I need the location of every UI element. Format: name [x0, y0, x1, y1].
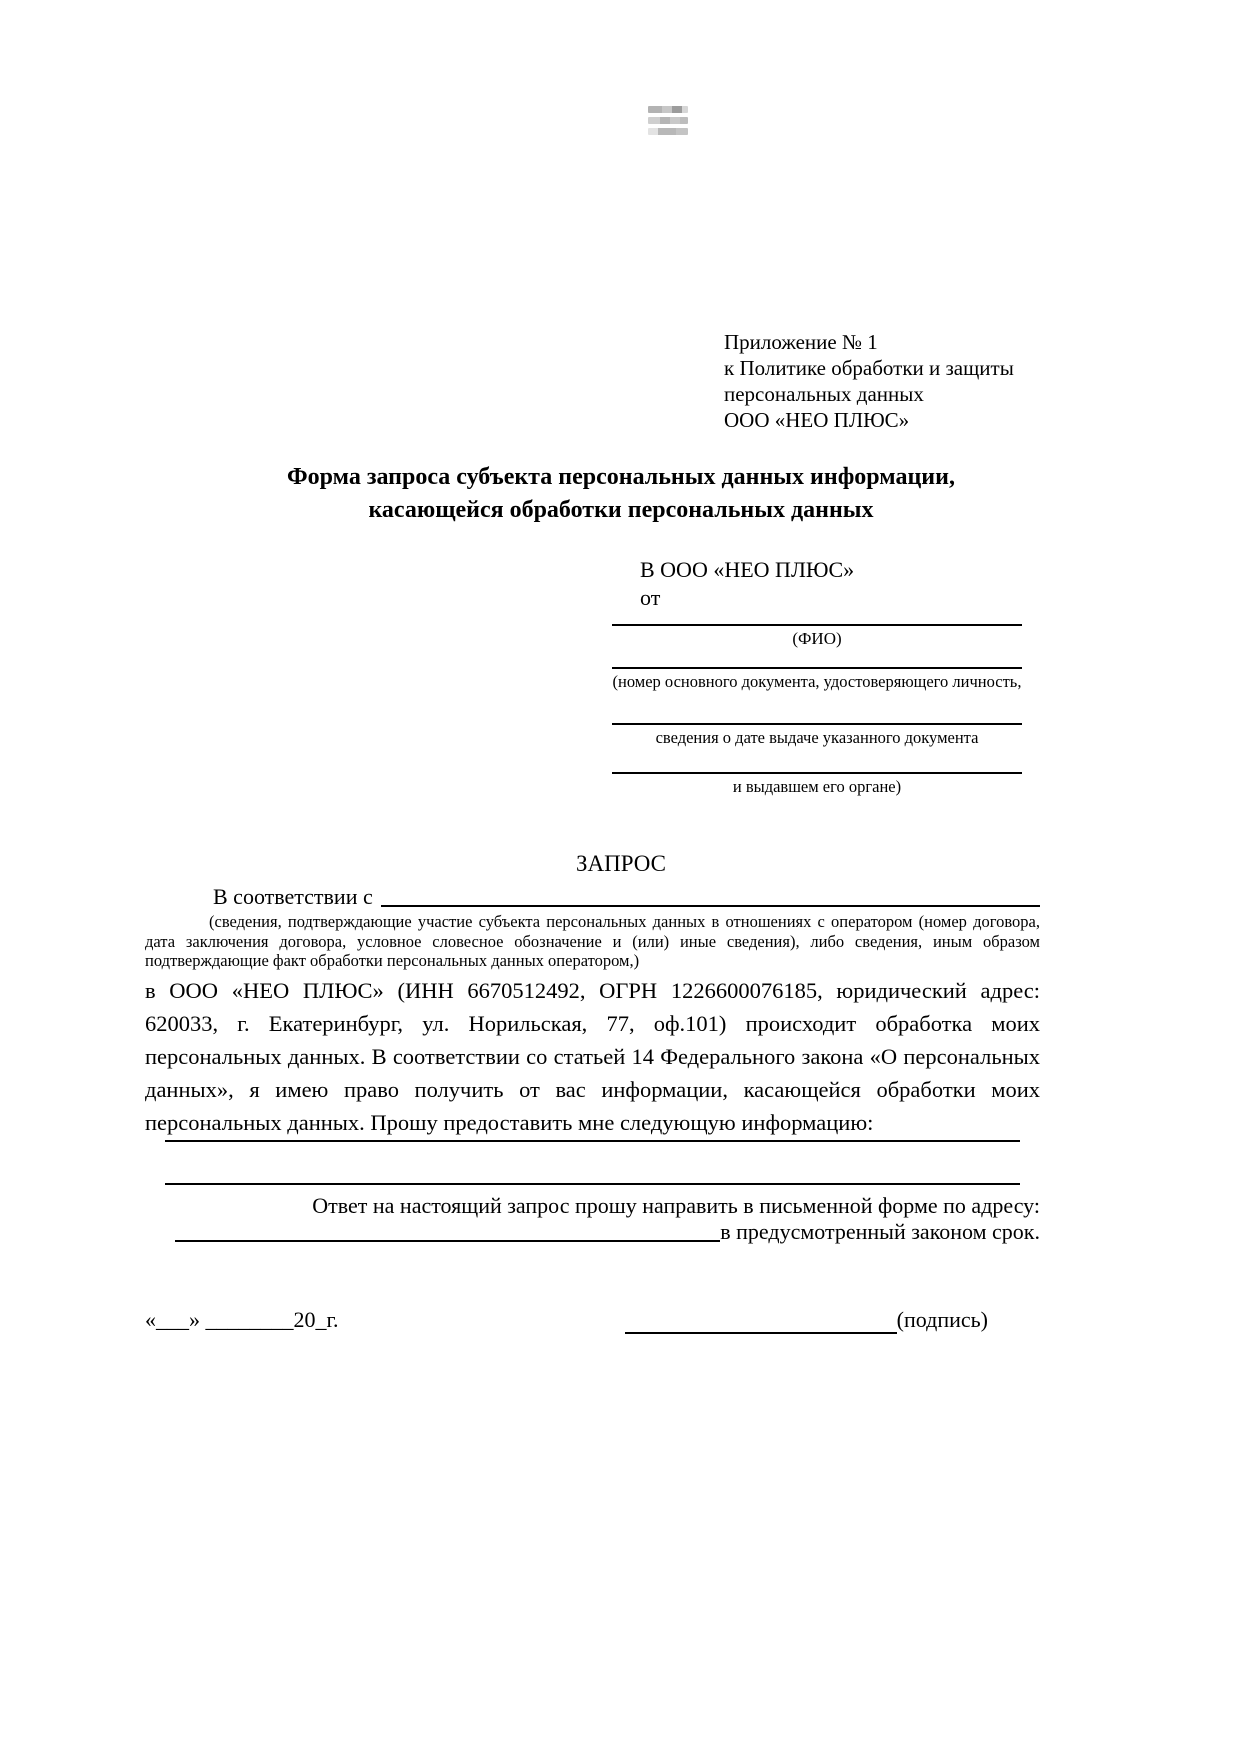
appendix-block [724, 329, 1014, 433]
info-blank-line-1 [165, 1140, 1020, 1142]
appendix-line: Приложение № 1 [724, 330, 878, 354]
info-blank-line-2 [165, 1183, 1020, 1185]
document-title-line-2: касающейся обработки персональных данных [368, 497, 874, 523]
issue-date-blank-group [612, 713, 1022, 747]
document-number-caption: (номер основного документа, удостоверяющего личность, [612, 672, 1022, 691]
date-field: «___» ________20_г. [145, 1307, 339, 1332]
signature-group [625, 1306, 988, 1334]
intro-prefix: В соответствии с [213, 884, 373, 909]
addressee-from-label: от [640, 585, 661, 610]
fio-caption: (ФИО) [792, 629, 842, 648]
address-blank-line [175, 1240, 720, 1242]
intro-line [145, 884, 1040, 910]
issue-date-caption: сведения о дате выдаче указанного документа [655, 728, 979, 747]
fio-blank-group [612, 614, 1022, 648]
issuing-authority-blank-line [612, 762, 1022, 774]
appendix-line: ООО «НЕО ПЛЮС» [724, 408, 910, 432]
body-paragraph: в ООО «НЕО ПЛЮС» (ИНН 6670512492, ОГРН 1226600076185, юридический адрес: 620033, г. Екатеринбург, ул. Норильская, 77, оф.101) происходит обработка моих персональных данных. В соответствии со статьей 14 Федерального закона «О персональных данных», я имею право получить от вас информации, касающейся обработки моих персональных данных. Прошу предоставить мне следующую информацию: [145, 977, 1040, 1135]
appendix-line: к Политике обработки и защиты [724, 356, 1014, 380]
addressee-to: В ООО «НЕО ПЛЮС» [640, 557, 855, 582]
signature-blank-line [625, 1310, 897, 1334]
document-title [0, 461, 1242, 527]
response-term-text: в предусмотренный законом срок. [720, 1219, 1040, 1244]
fio-blank-line [612, 614, 1022, 626]
issuing-authority-blank-group [612, 762, 1022, 796]
basis-blank-line [381, 905, 1040, 907]
response-term-line [175, 1219, 1040, 1245]
issuing-authority-caption: и выдавшем его органе) [732, 777, 902, 796]
footer-row [145, 1306, 988, 1334]
document-number-blank-line [612, 657, 1022, 669]
artifact-bar [648, 117, 688, 124]
response-address-line: Ответ на настоящий запрос прошу направить в письменной форме по адресу: [312, 1193, 1040, 1218]
blurred-image-artifact-icon [648, 106, 688, 138]
document-title-line-1: Форма запроса субъекта персональных данных информации, [287, 464, 955, 490]
artifact-bar [648, 106, 688, 113]
request-body-block [145, 884, 1040, 1139]
addressee-block [612, 556, 1022, 796]
issue-date-blank-line [612, 713, 1022, 725]
appendix-line: персональных данных [724, 382, 924, 406]
document-number-blank-group [612, 657, 1022, 691]
artifact-bar [648, 128, 688, 135]
fine-print-note: (сведения, подтверждающие участие субъекта персональных данных в отношениях с оператором (номер договора, дата заключения договора, условное словесное обозначение и (или) иные сведения), либо сведения, иным образом подтверждающие факт обработки персональных данных оператором,) [145, 912, 1040, 970]
signature-caption: (подпись) [896, 1307, 988, 1332]
request-heading: ЗАПРОС [575, 851, 667, 876]
